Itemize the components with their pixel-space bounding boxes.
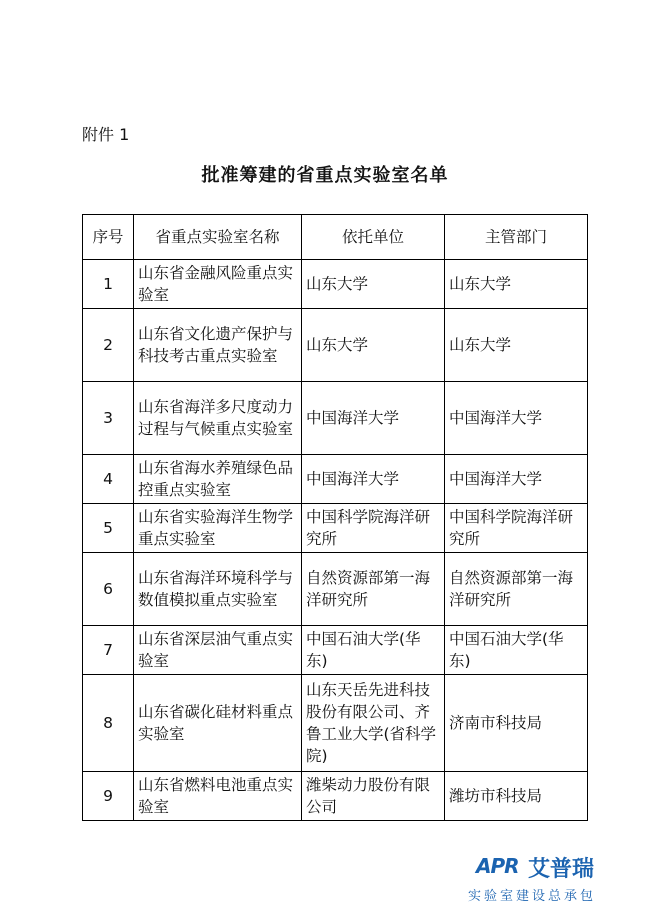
row-dept: 潍坊市科技局 [445, 772, 588, 821]
row-lab-name: 山东省文化遗产保护与科技考古重点实验室 [134, 309, 302, 382]
table-row [83, 309, 588, 382]
logo-mark: APR [476, 854, 519, 878]
row-no: 9 [83, 772, 134, 821]
table-row [83, 772, 588, 821]
row-lab-name: 山东省海水养殖绿色品控重点实验室 [134, 455, 302, 504]
row-lab-name: 山东省燃料电池重点实验室 [134, 772, 302, 821]
row-dept: 自然资源部第一海洋研究所 [445, 553, 588, 626]
table-row [83, 260, 588, 309]
attachment-label: 附件 1 [82, 125, 130, 144]
row-host-org: 自然资源部第一海洋研究所 [302, 553, 445, 626]
row-host-org: 中国海洋大学 [302, 455, 445, 504]
logo-name: 艾普瑞 [528, 857, 595, 882]
row-no: 3 [83, 382, 134, 455]
header-no: 序号 [83, 215, 134, 260]
row-lab-name: 山东省海洋环境科学与数值模拟重点实验室 [134, 553, 302, 626]
row-dept: 中国海洋大学 [445, 382, 588, 455]
table-row [83, 553, 588, 626]
row-host-org: 山东天岳先进科技股份有限公司、齐鲁工业大学(省科学院) [302, 675, 445, 772]
row-no: 1 [83, 260, 134, 309]
row-dept: 中国科学院海洋研究所 [445, 504, 588, 553]
row-lab-name: 山东省实验海洋生物学重点实验室 [134, 504, 302, 553]
row-dept: 中国海洋大学 [445, 455, 588, 504]
row-lab-name: 山东省碳化硅材料重点实验室 [134, 675, 302, 772]
row-lab-name: 山东省金融风险重点实验室 [134, 260, 302, 309]
logo-tagline: 实验室建设总承包 [468, 889, 597, 904]
row-no: 4 [83, 455, 134, 504]
table-row [83, 382, 588, 455]
header-lab-name: 省重点实验室名称 [134, 215, 302, 260]
row-host-org: 中国石油大学(华东) [302, 626, 445, 675]
row-no: 7 [83, 626, 134, 675]
row-host-org: 潍柴动力股份有限公司 [302, 772, 445, 821]
row-host-org: 中国科学院海洋研究所 [302, 504, 445, 553]
row-lab-name: 山东省深层油气重点实验室 [134, 626, 302, 675]
document-title: 批准筹建的省重点实验室名单 [201, 165, 449, 186]
row-no: 8 [83, 675, 134, 772]
header-dept: 主管部门 [445, 215, 588, 260]
row-host-org: 山东大学 [302, 260, 445, 309]
apr-logo [462, 852, 622, 908]
table-row [83, 504, 588, 553]
row-no: 2 [83, 309, 134, 382]
table-row [83, 455, 588, 504]
row-no: 5 [83, 504, 134, 553]
row-dept: 山东大学 [445, 309, 588, 382]
header-host-org: 依托单位 [302, 215, 445, 260]
row-no: 6 [83, 553, 134, 626]
row-host-org: 中国海洋大学 [302, 382, 445, 455]
row-dept: 中国石油大学(华东) [445, 626, 588, 675]
lab-list-table [82, 214, 588, 821]
row-lab-name: 山东省海洋多尺度动力过程与气候重点实验室 [134, 382, 302, 455]
row-dept: 济南市科技局 [445, 675, 588, 772]
row-dept: 山东大学 [445, 260, 588, 309]
table-header-row [83, 215, 588, 260]
table-row [83, 626, 588, 675]
row-host-org: 山东大学 [302, 309, 445, 382]
table-row [83, 675, 588, 772]
